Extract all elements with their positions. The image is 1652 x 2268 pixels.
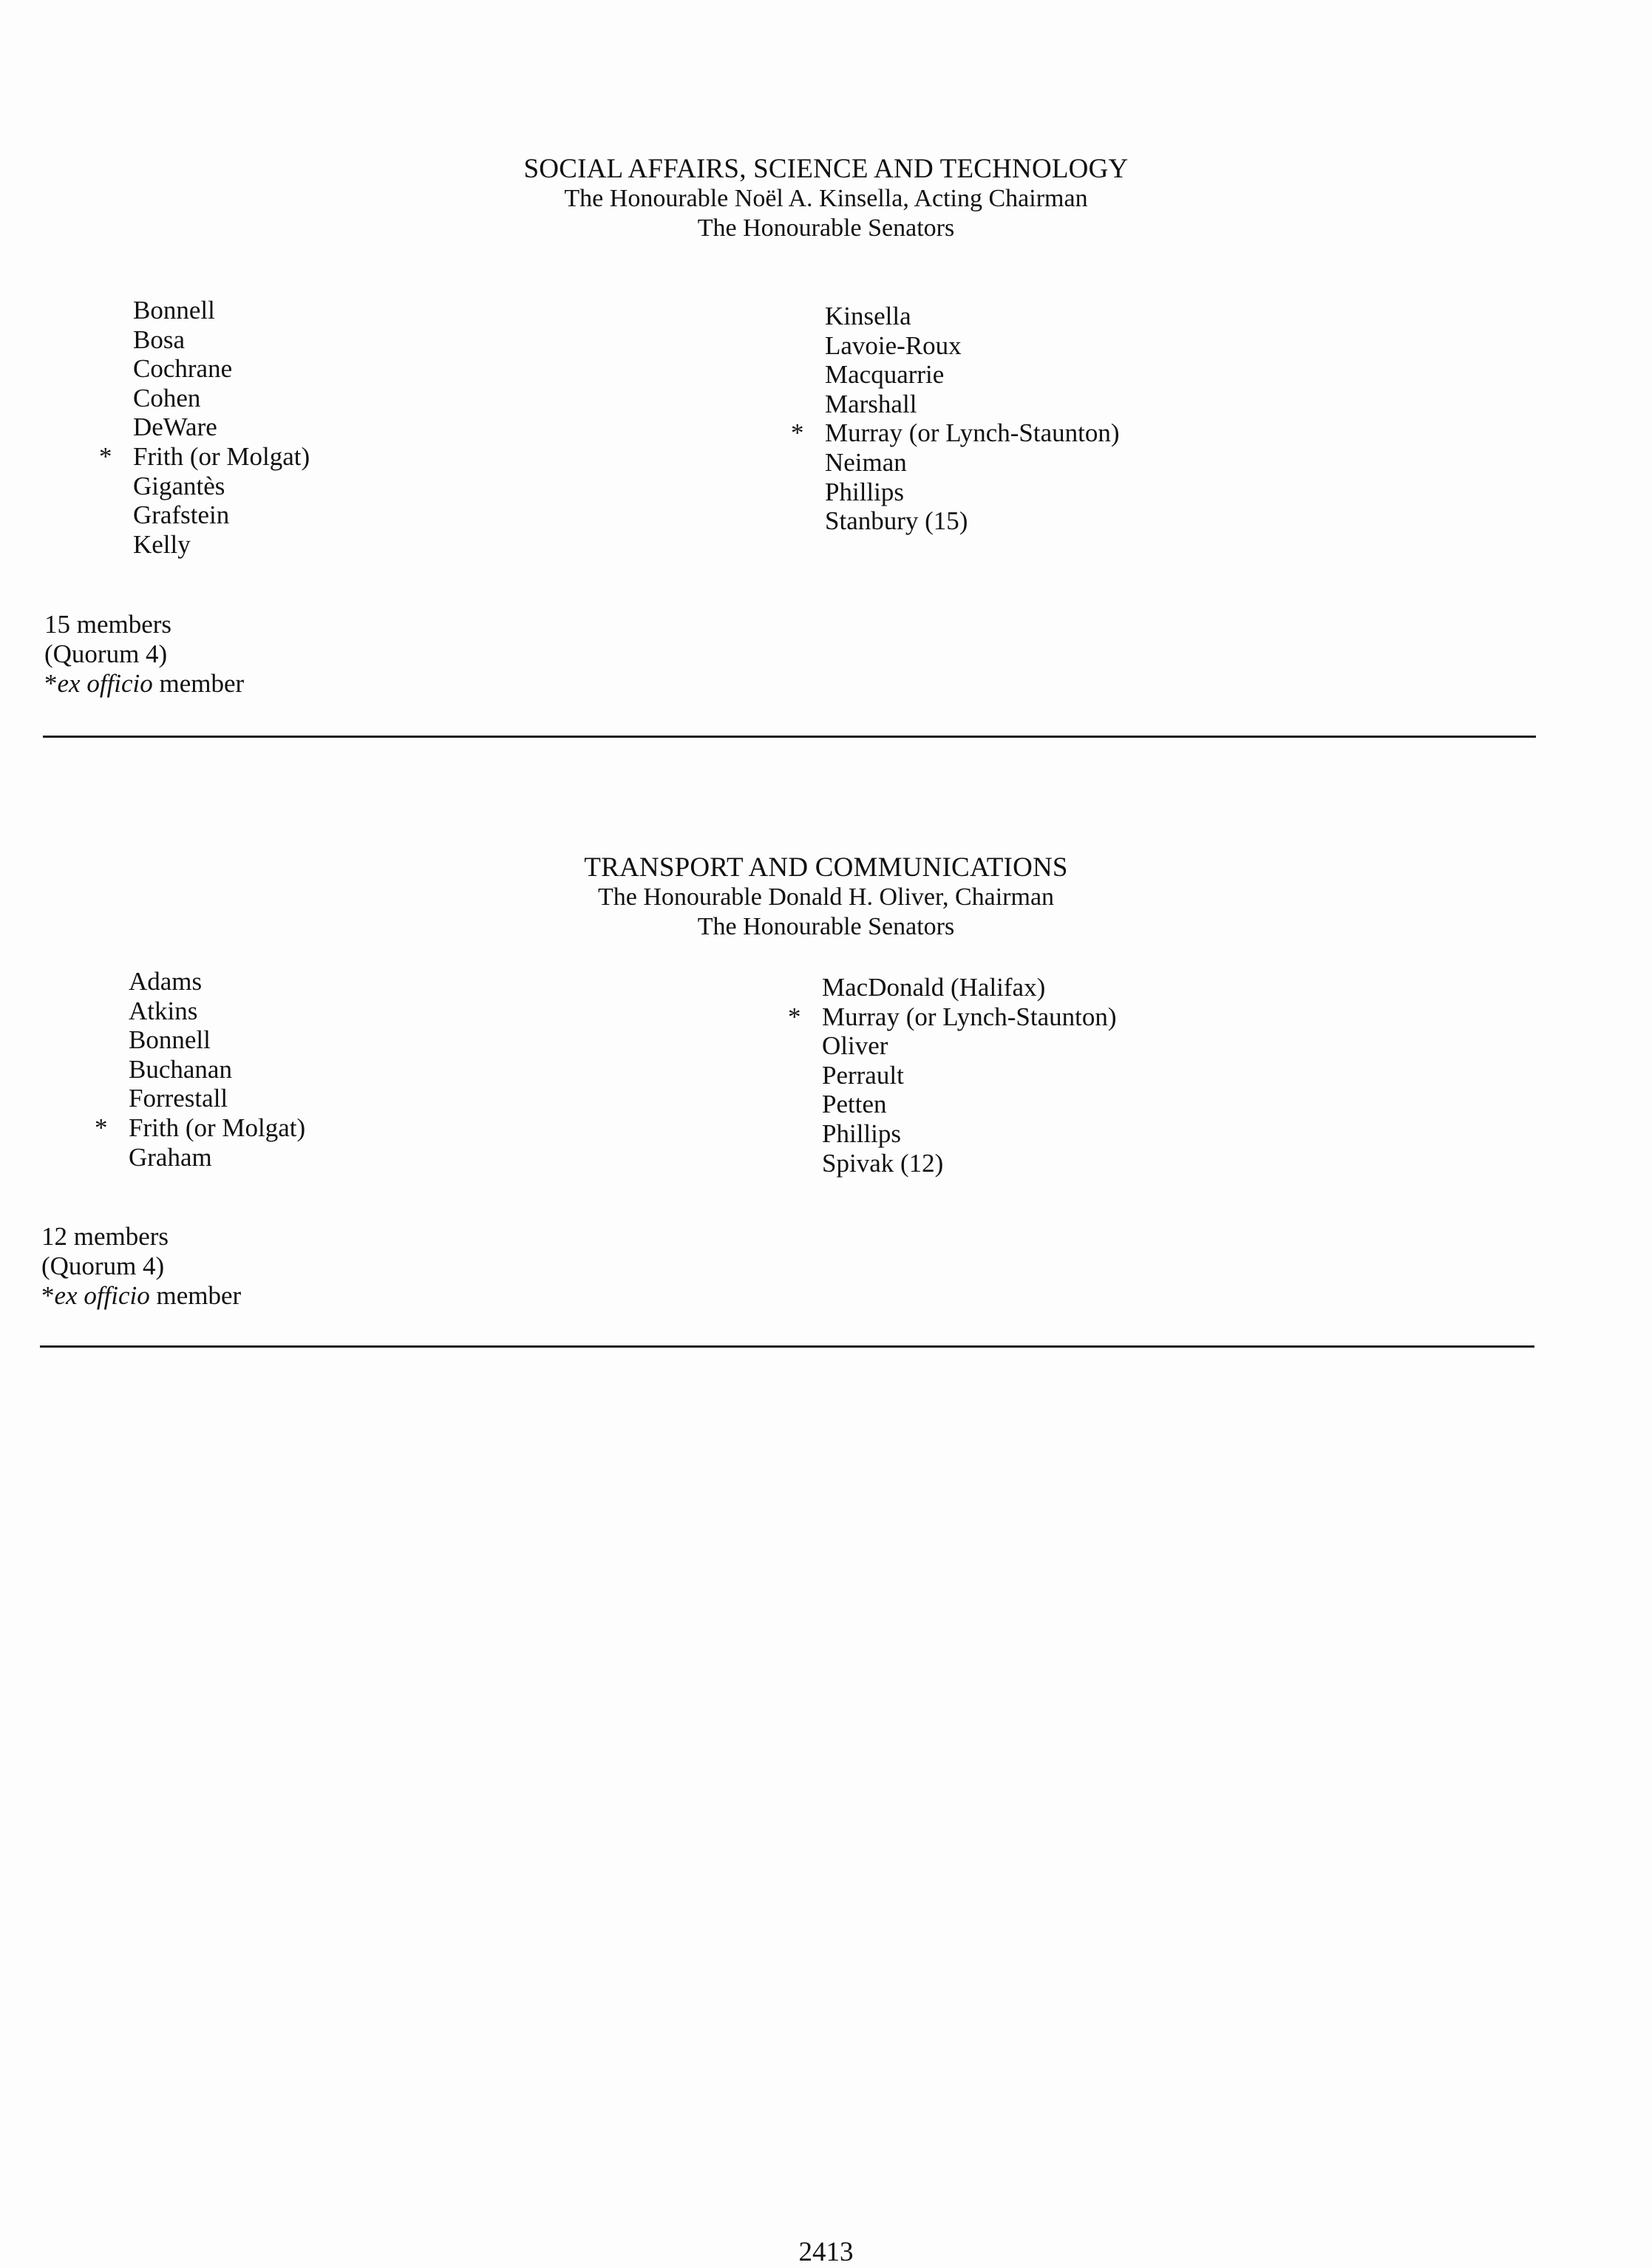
member-name: Marshall [825, 389, 917, 418]
member-name: Frith (or Molgat) [129, 1113, 306, 1142]
member-item [95, 1113, 306, 1143]
quorum: (Quorum 4) [44, 639, 168, 668]
member-name: Bosa [133, 325, 185, 354]
member-item [129, 1055, 305, 1084]
ex-officio-rest: member [149, 1281, 242, 1310]
member-item [133, 325, 310, 355]
ex-officio-note [41, 1281, 241, 1311]
senators-label: The Honourable Senators [697, 214, 955, 242]
committee-chair: The Honourable Noël A. Kinsella, Acting Chairman [564, 185, 1088, 212]
ex-officio-marker: * [788, 1002, 801, 1031]
member-item [99, 441, 310, 472]
member-item [133, 500, 310, 530]
member-name: Gigantès [133, 471, 225, 500]
member-item [788, 1002, 1117, 1032]
committee-chair: The Honourable Donald H. Oliver, Chairman [597, 883, 1055, 911]
member-item [133, 472, 310, 501]
member-list-right [791, 302, 1120, 536]
member-item [133, 384, 310, 413]
ex-officio-note [44, 669, 244, 699]
member-name: Buchanan [129, 1054, 232, 1084]
member-name: Macquarrie [825, 360, 945, 390]
member-item [133, 412, 310, 442]
member-name: Bonnell [133, 296, 215, 325]
quorum: (Quorum 4) [41, 1252, 165, 1280]
member-name: Kinsella [825, 302, 911, 330]
committee-footer [41, 1222, 241, 1311]
member-name: Oliver [822, 1031, 888, 1061]
member-item [133, 530, 310, 560]
member-name: Kelly [133, 529, 191, 559]
committee-heading [0, 853, 1652, 942]
ex-officio-italic: ex officio [57, 669, 153, 698]
member-item [825, 302, 1120, 331]
senators-label: The Honourable Senators [697, 913, 955, 940]
page-number: 2413 [798, 2237, 854, 2267]
committee-title: TRANSPORT AND COMMUNICATIONS [584, 852, 1068, 883]
committee-title: SOCIAL AFFAIRS, SCIENCE AND TECHNOLOGY [523, 154, 1129, 184]
member-name: Cohen [133, 383, 201, 412]
member-item [825, 390, 1120, 419]
ex-officio-marker: * [95, 1113, 108, 1142]
member-item [133, 296, 310, 325]
member-name: Cochrane [133, 354, 233, 384]
member-name: Graham [129, 1142, 212, 1172]
committee-heading [0, 155, 1652, 243]
member-item [822, 1090, 1117, 1119]
member-name: Murray (or Lynch-Staunton) [822, 1002, 1117, 1031]
member-count: 12 members [41, 1222, 169, 1251]
member-name: Grafstein [133, 500, 230, 530]
member-item [129, 967, 305, 997]
member-item [825, 360, 1120, 390]
member-list-left [95, 967, 306, 1172]
member-list-right [788, 973, 1117, 1178]
ex-officio-rest: member [152, 669, 245, 698]
member-name: Murray (or Lynch-Staunton) [825, 418, 1120, 448]
member-name: Adams [129, 967, 203, 996]
ex-officio-italic: ex officio [54, 1281, 150, 1310]
member-item [822, 1149, 1117, 1178]
member-item [129, 997, 305, 1026]
member-item [825, 448, 1120, 478]
member-item [825, 331, 1120, 361]
member-item [129, 1025, 305, 1055]
member-item [825, 478, 1120, 507]
member-count: 15 members [44, 610, 172, 639]
member-name: Petten [822, 1090, 887, 1119]
member-name: Phillips [825, 477, 904, 506]
member-name: DeWare [133, 412, 217, 442]
member-name: Spivak (12) [822, 1148, 944, 1178]
member-item [822, 1061, 1117, 1090]
section-divider [40, 1345, 1534, 1348]
member-item [822, 1119, 1117, 1149]
member-name: Forrestall [129, 1084, 228, 1113]
member-item [129, 1143, 305, 1172]
member-item [822, 1031, 1117, 1061]
section-divider [43, 736, 1536, 738]
committee-footer [44, 610, 244, 699]
member-item [822, 973, 1117, 1002]
member-list-left [99, 296, 310, 559]
member-item [129, 1084, 305, 1113]
member-name: Phillips [822, 1118, 901, 1148]
member-name: Neiman [825, 447, 907, 477]
member-name: MacDonald (Halifax) [822, 973, 1046, 1002]
member-item [825, 506, 1120, 536]
member-name: Frith (or Molgat) [133, 441, 310, 471]
ex-officio-marker: * [791, 418, 804, 448]
member-item [791, 418, 1120, 448]
member-name: Atkins [129, 996, 198, 1025]
member-name: Stanbury (15) [825, 506, 968, 536]
member-name: Lavoie-Roux [825, 330, 962, 360]
member-item [133, 354, 310, 384]
member-name: Perrault [822, 1060, 904, 1090]
member-name: Bonnell [129, 1025, 211, 1055]
ex-officio-marker: * [99, 441, 112, 471]
ex-officio-marker: * [41, 1281, 55, 1310]
ex-officio-marker: * [44, 669, 58, 698]
